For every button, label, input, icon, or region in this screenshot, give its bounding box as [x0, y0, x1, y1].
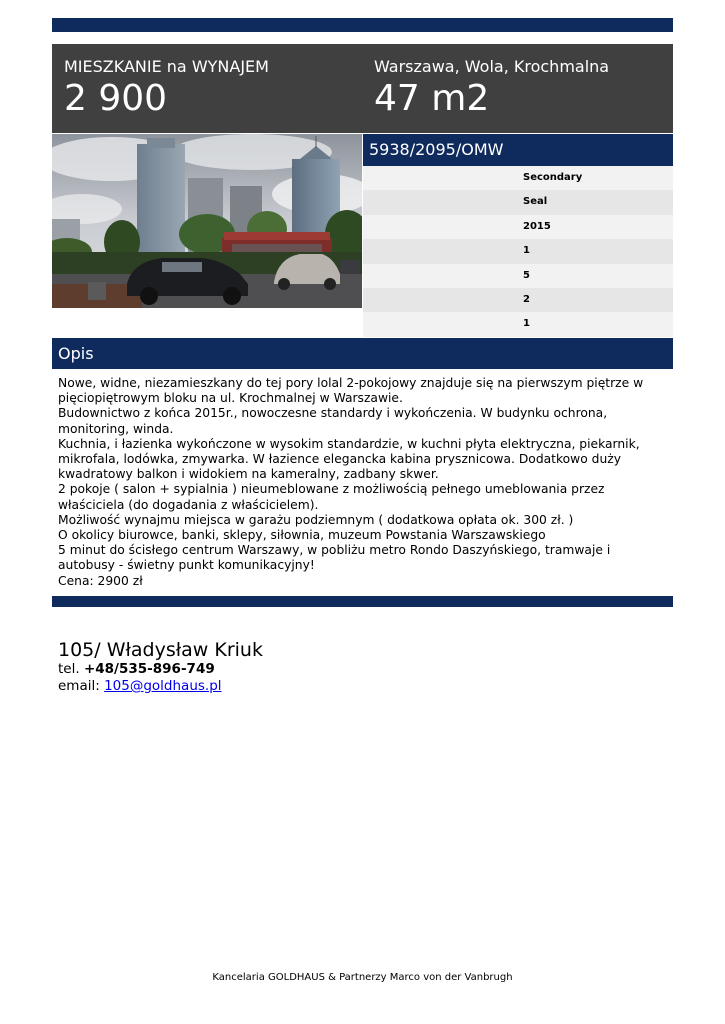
description-line: Nowe, widne, niezamieszkany do tej pory lolal 2-pokojowy znajduje się na pierwszym piętrze w pięciopiętrowym bloku na ul. Krochmalnej w Warszawie.: [58, 376, 644, 406]
top-accent-bar: [52, 18, 673, 32]
description-line: O okolicy biurowce, banki, sklepy, siłownia, muzeum Powstania Warszawskiego: [58, 528, 546, 543]
agent-name: 105/ Władysław Kriuk: [58, 639, 263, 661]
listing-header: [52, 44, 673, 133]
agent-email-line: [58, 678, 263, 695]
property-photo: [52, 134, 362, 308]
detail-row: Secondary: [363, 166, 673, 190]
detail-row: 2015: [363, 215, 673, 239]
email-link[interactable]: 105@goldhaus.pl: [104, 678, 222, 694]
listing-price: 2 900: [64, 78, 168, 119]
description-line: 2 pokoje ( salon + sypialnia ) nieumeblowane z możliwością pełnego umeblowania przez właściciela (do dogadania z właścicielem).: [58, 482, 605, 512]
description-line: Cena: 2900 zł: [58, 573, 143, 588]
header-right: [374, 57, 609, 121]
email-label: email:: [58, 678, 100, 694]
agent-contact: [58, 639, 263, 695]
phone-label: tel.: [58, 661, 80, 677]
agent-phone-line: [58, 661, 263, 678]
listing-reference: 5938/2095/OMW: [363, 134, 673, 166]
listing-location: Warszawa, Wola, Krochmalna: [374, 57, 610, 76]
detail-row: 1: [363, 312, 673, 336]
description-line: 5 minut do ścisłego centrum Warszawy, w pobliżu metro Rondo Daszyńskiego, tramwaje i autobusy - świetny punkt komunikacyjny!: [58, 543, 611, 573]
description-heading: Opis: [52, 338, 673, 369]
detail-row: Seal: [363, 190, 673, 214]
listing-area: 47 m2: [374, 78, 490, 119]
detail-row: 1: [363, 239, 673, 263]
listing-type: MIESZKANIE na WYNAJEM: [64, 57, 269, 76]
description-line: Budownictwo z końca 2015r., nowoczesne standardy i wykończenia. W budynku ochrona, monitoring, winda.: [58, 406, 608, 436]
description-line: Możliwość wynajmu miejsca w garażu podziemnym ( dodatkowa opłata ok. 300 zł. ): [58, 512, 574, 527]
detail-row: 2: [363, 288, 673, 312]
details-table: [363, 166, 673, 337]
bottom-accent-bar: [52, 596, 673, 607]
detail-row: 5: [363, 264, 673, 288]
phone-number: +48/535-896-749: [83, 661, 215, 677]
description-line: Kuchnia, i łazienka wykończone w wysokim standardzie, w kuchni płyta elektryczna, piekarnik, mikrofala, lodówka, zmywarka. W łazience elegancka kabina prysznicowa. Dodatkowo duży kwadratowy balkon i widokiem na kameralny, zadbany skwer.: [58, 436, 640, 482]
footer-text: Kancelaria GOLDHAUS & Partnerzy Marco von der Vanbrugh: [212, 972, 513, 983]
description-body: [58, 376, 670, 589]
header-left: [64, 57, 269, 121]
